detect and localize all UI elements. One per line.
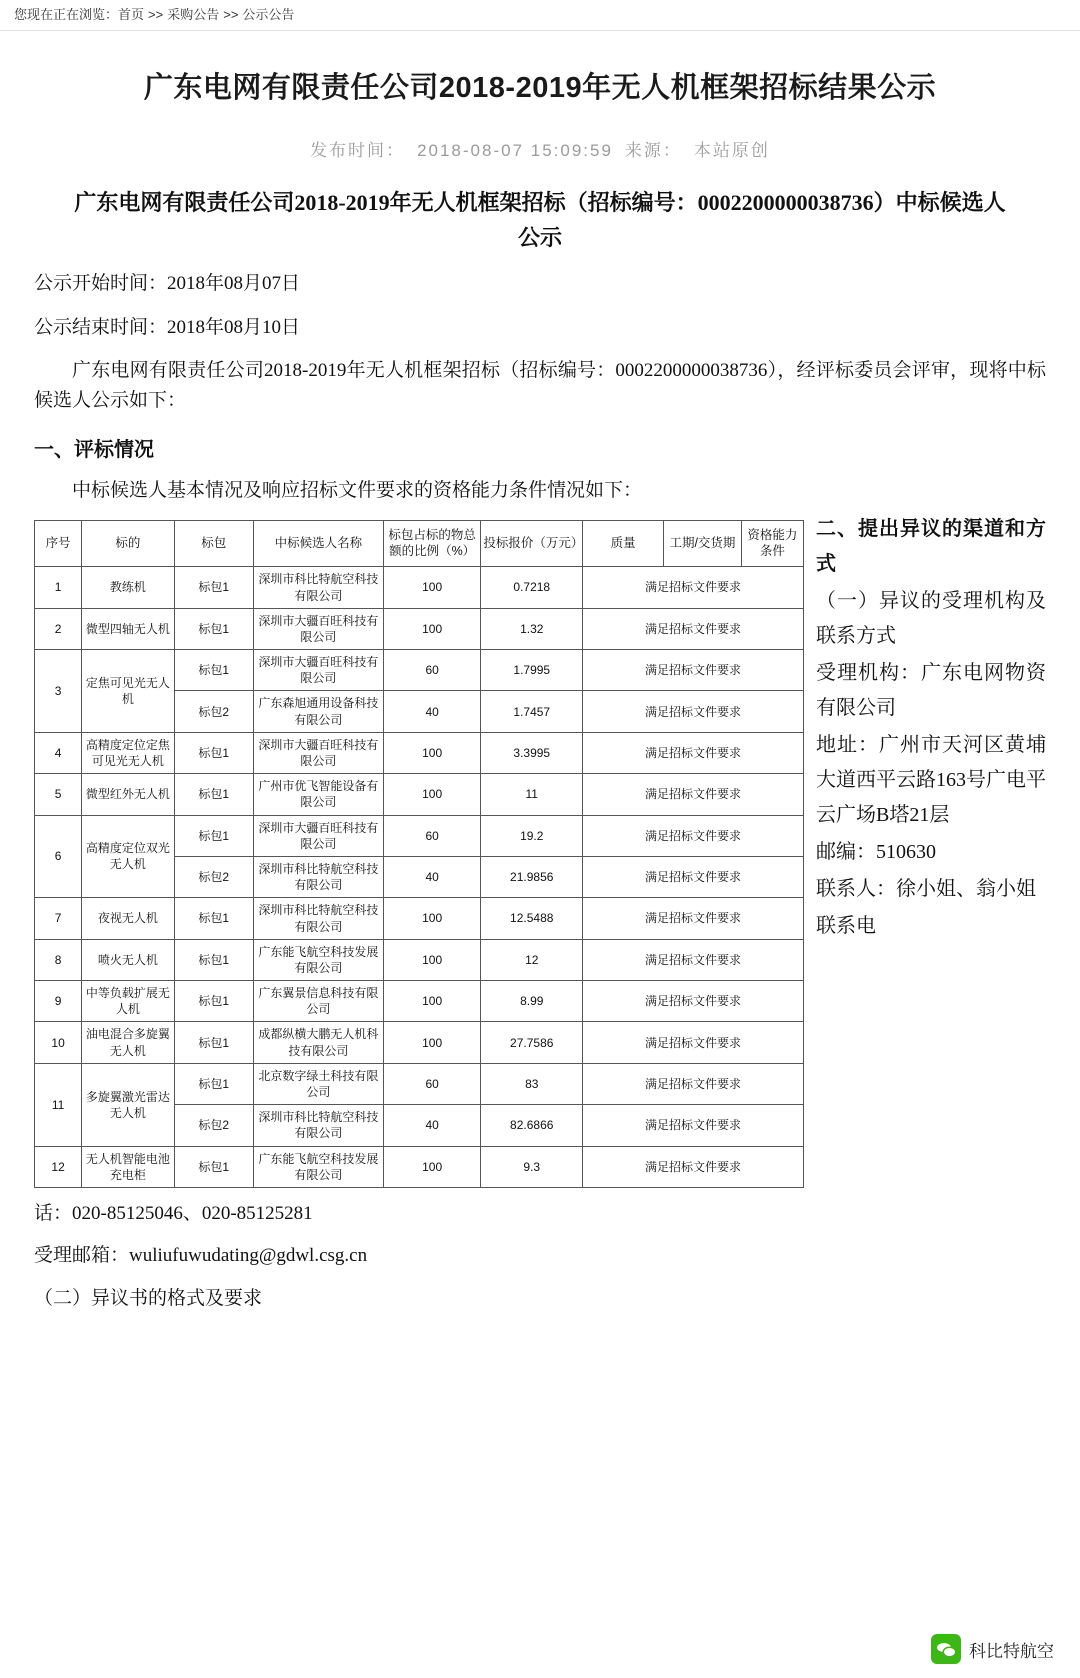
objection-format-line: （二）异议书的格式及要求	[34, 1287, 263, 1309]
breadcrumb-item-procurement[interactable]: 采购公告	[167, 7, 220, 22]
wechat-account-badge[interactable]	[931, 1634, 1054, 1664]
cell-pack: 标包2	[174, 1105, 253, 1146]
cell-requirements: 满足招标文件要求	[583, 1022, 804, 1063]
cell-pack: 标包1	[174, 1022, 253, 1063]
col-header-no: 序号	[35, 520, 82, 567]
cell-ratio: 100	[383, 1146, 481, 1187]
cell-no: 1	[35, 567, 82, 608]
cell-no: 9	[35, 981, 82, 1022]
breadcrumb-separator-2: >>	[223, 7, 239, 22]
cell-pack: 标包1	[174, 939, 253, 980]
table-row	[35, 732, 804, 773]
objection-notes	[804, 512, 1046, 946]
document-meta	[34, 136, 1046, 161]
cell-requirements: 满足招标文件要求	[583, 815, 804, 856]
cell-ratio: 100	[383, 774, 481, 815]
cell-candidate: 深圳市大疆百旺科技有限公司	[253, 608, 383, 649]
cell-ratio: 100	[383, 898, 481, 939]
cell-ratio: 100	[383, 608, 481, 649]
cell-no: 2	[35, 608, 82, 649]
cell-requirements: 满足招标文件要求	[583, 1063, 804, 1104]
document-content	[0, 65, 1080, 1315]
col-header-price: 投标报价（万元）	[481, 520, 583, 567]
cell-requirements: 满足招标文件要求	[583, 732, 804, 773]
cell-ratio: 60	[383, 815, 481, 856]
cell-candidate: 深圳市科比特航空科技有限公司	[253, 1105, 383, 1146]
cell-pack: 标包1	[174, 732, 253, 773]
cell-price: 12	[481, 939, 583, 980]
document-tail	[34, 1198, 1046, 1315]
cell-pack: 标包1	[174, 608, 253, 649]
cell-price: 9.3	[481, 1146, 583, 1187]
cell-candidate: 深圳市科比特航空科技有限公司	[253, 856, 383, 897]
col-header-ratio: 标包占标的物总额的比例（%）	[383, 520, 481, 567]
cell-item: 夜视无人机	[82, 898, 174, 939]
cell-no: 12	[35, 1146, 82, 1187]
cell-requirements: 满足招标文件要求	[583, 691, 804, 732]
contact-email-line: 受理邮箱：wuliufuwudating@gdwl.csg.cn	[34, 1245, 368, 1267]
cell-requirements: 满足招标文件要求	[583, 939, 804, 980]
cell-candidate: 广东森旭通用设备科技有限公司	[253, 691, 383, 732]
cell-no: 6	[35, 815, 82, 898]
cell-candidate: 深圳市大疆百旺科技有限公司	[253, 732, 383, 773]
cell-price: 1.7995	[481, 650, 583, 691]
cell-price: 83	[481, 1063, 583, 1104]
publicity-start-line: 公示开始时间：2018年08月07日	[34, 273, 301, 295]
cell-candidate: 广州市优飞智能设备有限公司	[253, 774, 383, 815]
col-header-capability: 资格能力条件	[741, 520, 803, 567]
cell-requirements: 满足招标文件要求	[583, 981, 804, 1022]
cell-ratio: 100	[383, 567, 481, 608]
publish-time-value: 2018-08-07 15:09:59	[417, 141, 613, 160]
table-row	[35, 898, 804, 939]
cell-item: 微型四轴无人机	[82, 608, 174, 649]
cell-price: 12.5488	[481, 898, 583, 939]
source-label: 来源：	[624, 141, 682, 160]
cell-requirements: 满足招标文件要求	[583, 650, 804, 691]
document-subtitle: 广东电网有限责任公司2018-2019年无人机框架招标（招标编号：0002200000038736）中标候选人公示	[74, 190, 1006, 251]
cell-pack: 标包1	[174, 815, 253, 856]
objection-line-3: 地址：广州市天河区黄埔大道西平云路163号广电平云广场B塔21层	[816, 733, 1046, 826]
cell-item: 高精度定位双光无人机	[82, 815, 174, 898]
cell-price: 3.3995	[481, 732, 583, 773]
cell-item: 多旋翼激光雷达无人机	[82, 1063, 174, 1146]
objection-line-6: 联系电	[816, 914, 876, 937]
breadcrumb-item-home[interactable]: 首页	[118, 7, 145, 22]
cell-price: 8.99	[481, 981, 583, 1022]
source-value: 本站原创	[693, 141, 770, 160]
cell-requirements: 满足招标文件要求	[583, 774, 804, 815]
table-body	[35, 567, 804, 1188]
document-intro: 广东电网有限责任公司2018-2019年无人机框架招标（招标编号：0002200000038736），经评标委员会评审，现将中标候选人公示如下：	[34, 360, 1046, 411]
cell-price: 21.9856	[481, 856, 583, 897]
table-row	[35, 1063, 804, 1104]
cell-ratio: 40	[383, 856, 481, 897]
cell-requirements: 满足招标文件要求	[583, 1146, 804, 1187]
objection-line-4: 邮编：510630	[816, 840, 936, 863]
table-container	[34, 512, 804, 1188]
cell-price: 19.2	[481, 815, 583, 856]
objection-line-5: 联系人：徐小姐、翁小姐	[816, 877, 1036, 900]
publish-time-label: 发布时间：	[310, 141, 406, 160]
cell-ratio: 100	[383, 939, 481, 980]
cell-price: 27.7586	[481, 1022, 583, 1063]
wechat-account-name: 科比特航空	[969, 1641, 1054, 1661]
cell-item: 高精度定位定焦可见光无人机	[82, 732, 174, 773]
col-header-pack: 标包	[174, 520, 253, 567]
cell-pack: 标包2	[174, 691, 253, 732]
breadcrumb-separator-1: >>	[148, 7, 164, 22]
cell-candidate: 广东翼景信息科技有限公司	[253, 981, 383, 1022]
page-title: 广东电网有限责任公司2018-2019年无人机框架招标结果公示	[143, 72, 937, 104]
cell-price: 1.7457	[481, 691, 583, 732]
cell-pack: 标包1	[174, 650, 253, 691]
breadcrumb-item-announcement[interactable]: 公示公告	[242, 7, 295, 22]
cell-candidate: 广东能飞航空科技发展有限公司	[253, 1146, 383, 1187]
cell-item: 微型红外无人机	[82, 774, 174, 815]
col-header-candidate: 中标候选人名称	[253, 520, 383, 567]
table-row	[35, 939, 804, 980]
table-row	[35, 1022, 804, 1063]
col-header-quality: 质量	[583, 520, 664, 567]
cell-item: 油电混合多旋翼无人机	[82, 1022, 174, 1063]
objection-line-2: 受理机构：广东电网物资有限公司	[816, 661, 1046, 719]
section-1-title: 一、评标情况	[34, 439, 154, 462]
cell-no: 5	[35, 774, 82, 815]
cell-price: 0.7218	[481, 567, 583, 608]
cell-item: 喷火无人机	[82, 939, 174, 980]
cell-candidate: 深圳市科比特航空科技有限公司	[253, 898, 383, 939]
cell-requirements: 满足招标文件要求	[583, 898, 804, 939]
cell-pack: 标包1	[174, 981, 253, 1022]
cell-pack: 标包1	[174, 1146, 253, 1187]
breadcrumb	[0, 0, 1080, 31]
cell-ratio: 60	[383, 1063, 481, 1104]
cell-candidate: 深圳市大疆百旺科技有限公司	[253, 815, 383, 856]
table-row	[35, 567, 804, 608]
cell-ratio: 100	[383, 981, 481, 1022]
cell-requirements: 满足招标文件要求	[583, 1105, 804, 1146]
cell-item: 定焦可见光无人机	[82, 650, 174, 733]
table-header-row	[35, 520, 804, 567]
cell-candidate: 深圳市科比特航空科技有限公司	[253, 567, 383, 608]
cell-pack: 标包2	[174, 856, 253, 897]
cell-candidate: 成都纵横大鹏无人机科技有限公司	[253, 1022, 383, 1063]
table-row	[35, 815, 804, 856]
table-row	[35, 1146, 804, 1187]
cell-ratio: 40	[383, 1105, 481, 1146]
cell-no: 10	[35, 1022, 82, 1063]
cell-item: 教练机	[82, 567, 174, 608]
cell-no: 4	[35, 732, 82, 773]
cell-ratio: 40	[383, 691, 481, 732]
cell-no: 3	[35, 650, 82, 733]
cell-candidate: 广东能飞航空科技发展有限公司	[253, 939, 383, 980]
cell-no: 8	[35, 939, 82, 980]
cell-price: 1.32	[481, 608, 583, 649]
cell-item: 无人机智能电池充电柜	[82, 1146, 174, 1187]
cell-requirements: 满足招标文件要求	[583, 608, 804, 649]
section-2-title: 二、提出异议的渠道和方式	[816, 517, 1046, 575]
cell-requirements: 满足招标文件要求	[583, 856, 804, 897]
cell-pack: 标包1	[174, 1063, 253, 1104]
cell-pack: 标包1	[174, 567, 253, 608]
table-row	[35, 650, 804, 691]
cell-candidate: 深圳市大疆百旺科技有限公司	[253, 650, 383, 691]
col-header-delivery: 工期/交货期	[664, 520, 742, 567]
table-row	[35, 981, 804, 1022]
objection-line-1: （一）异议的受理机构及联系方式	[816, 589, 1046, 647]
breadcrumb-prefix: 您现在正在浏览：	[14, 7, 119, 22]
cell-pack: 标包1	[174, 774, 253, 815]
contact-phone-line: 话：020-85125046、020-85125281	[34, 1202, 313, 1224]
cell-ratio: 100	[383, 1022, 481, 1063]
cell-ratio: 60	[383, 650, 481, 691]
table-row	[35, 608, 804, 649]
cell-price: 11	[481, 774, 583, 815]
publicity-end-line: 公示结束时间：2018年08月10日	[34, 316, 301, 338]
wechat-icon	[931, 1634, 961, 1664]
cell-no: 11	[35, 1063, 82, 1146]
col-header-item: 标的	[82, 520, 174, 567]
cell-ratio: 100	[383, 732, 481, 773]
cell-price: 82.6866	[481, 1105, 583, 1146]
table-row	[35, 774, 804, 815]
cell-pack: 标包1	[174, 898, 253, 939]
cell-candidate: 北京数字绿土科技有限公司	[253, 1063, 383, 1104]
cell-item: 中等负载扩展无人机	[82, 981, 174, 1022]
table-and-notes	[34, 512, 1046, 1188]
cell-requirements: 满足招标文件要求	[583, 567, 804, 608]
cell-no: 7	[35, 898, 82, 939]
bid-results-table	[34, 520, 804, 1188]
section-1-lead: 中标候选人基本情况及响应招标文件要求的资格能力条件情况如下：	[72, 480, 643, 502]
